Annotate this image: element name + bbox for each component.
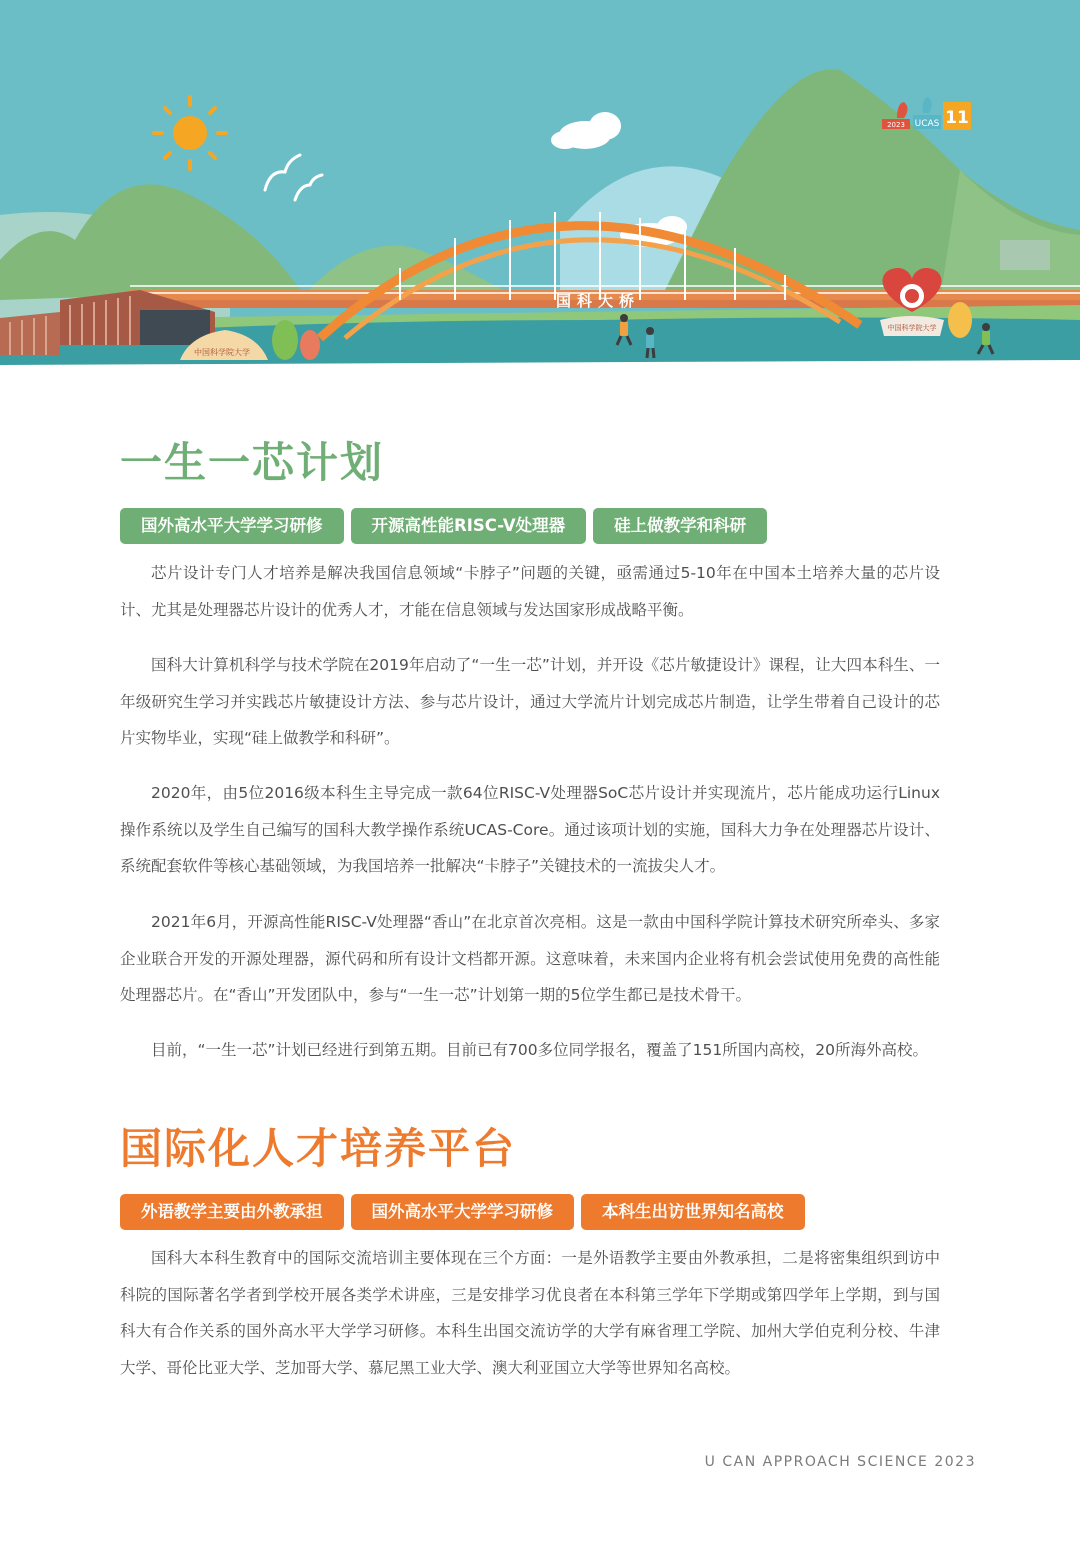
paragraph: 2021年6月，开源高性能RISC-V处理器“香山”在北京首次亮相。这是一款由中国科学院计算技术研究所牵头、多家企业联合开发的开源处理器，源代码和所有设计文档都开源。这意味着，未来国内企业将有机会尝试使用免费的高性能处理器芯片。在“香山”开发团队中，参与“一生一芯”计划第一期的5位学生都已是技术骨干。 (120, 913, 940, 1004)
bridge-sign: 国科大桥 (555, 292, 641, 310)
footer-text: U CAN APPROACH SCIENCE 2023 (704, 1454, 976, 1470)
paragraph: 国科大本科生教育中的国际交流培训主要体现在三个方面：一是外语教学主要由外教承担，二是将密集组织到访中科院的国际著名学者到学校开展各类学术讲座，三是安排学习优良者在本科第三学年下学期或第四学年上学期，到与国科大有合作关系的国外高水平大学学习研修。本科生出国交流访学的大学有麻省理工学院、加州大学伯克利分校、牛津大学、哥伦比亚大学、芝加哥大学、慕尼黑工业大学、澳大利亚国立大学等世界知名高校。 (120, 1249, 940, 1377)
tag-row (120, 508, 767, 544)
tag: 外语教学主要由外教承担 (120, 1194, 344, 1230)
banner-illustration (0, 0, 1080, 398)
page-number: 11 (945, 108, 969, 128)
tag: 国外高水平大学学习研修 (120, 508, 344, 544)
section-title-international: 国际化人才培养平台 (120, 1124, 517, 1173)
tree-icon (948, 302, 972, 338)
tag-row (120, 1194, 805, 1230)
paragraph: 芯片设计专门人才培养是解决我国信息领域“卡脖子”问题的关键，亟需通过5-10年在中国本土培养大量的芯片设计、尤其是处理器芯片设计的优秀人才，才能在信息领域与发达国家形成战略平衡。 (120, 564, 940, 619)
section-title-chip-plan: 一生一芯计划 (120, 438, 385, 487)
logo-text: UCAS (914, 119, 940, 129)
paragraph: 2020年，由5位2016级本科生主导完成一款64位RISC-V处理器SoC芯片设计并实现流片，芯片能成功运行Linux操作系统以及学生自己编写的国科大教学操作系统UCAS-Core。通过该项计划的实施，国科大力争在处理器芯片设计、系统配套软件等核心基础领域，为我国培养一批解决“卡脖子”关键技术的一流拔尖人才。 (120, 784, 940, 875)
campus-stone-text: 中国科学院大学 (194, 348, 250, 357)
paragraph: 目前，“一生一芯”计划已经进行到第五期。目前已有700多位同学报名，覆盖了151所国内高校，20所海外高校。 (151, 1041, 928, 1059)
heart-sign-text: 中国科学院大学 (887, 324, 937, 332)
tag: 开源高性能RISC-V处理器 (351, 508, 587, 544)
paragraph: 国科大计算机科学与技术学院在2019年启动了“一生一芯”计划，并开设《芯片敏捷设计》课程，让大四本科生、一年级研究生学习并实践芯片敏捷设计方法、参与芯片设计，通过大学流片计划完成芯片制造，让学生带着自己设计的芯片实物毕业，实现“硅上做教学和科研”。 (120, 656, 940, 747)
tag: 本科生出访世界知名高校 (581, 1194, 805, 1230)
tag: 硅上做教学和科研 (593, 508, 767, 544)
tag: 国外高水平大学学习研修 (351, 1194, 575, 1230)
logo-year: 2023 (887, 121, 905, 129)
